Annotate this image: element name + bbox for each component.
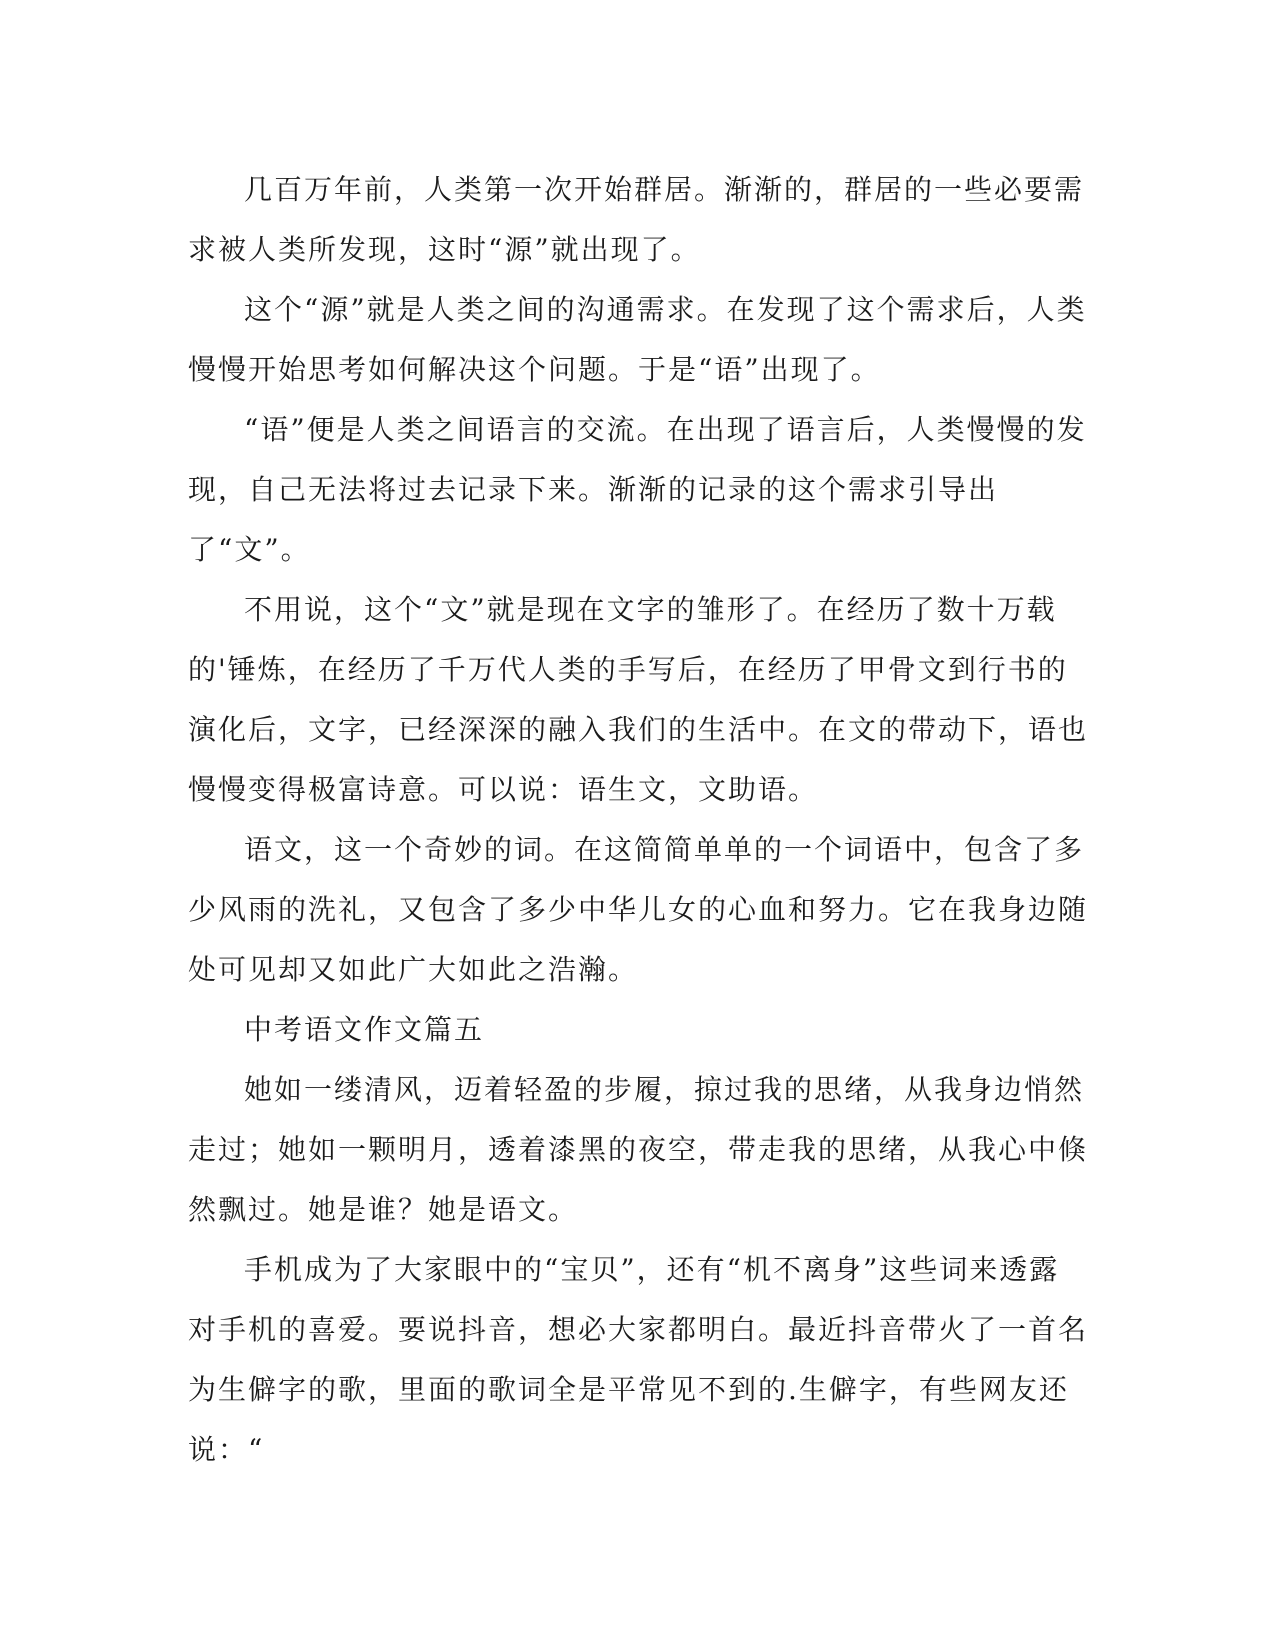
paragraph-3: “语”便是人类之间语言的交流。在出现了语言后，人类慢慢的发现，自己无法将过去记录下来。渐渐的记录的这个需求引导出了“文”。	[188, 413, 1087, 566]
paragraph-4: 不用说，这个“文”就是现在文字的雏形了。在经历了数十万载的'锤炼，在经历了千万代人类的手写后，在经历了甲骨文到行书的演化后，文字，已经深深的融入我们的生活中。在文的带动下，语也慢慢变得极富诗意。可以说：语生文，文助语。	[188, 593, 1089, 806]
paragraph-7: 手机成为了大家眼中的“宝贝”，还有“机不离身”这些词来透露对手机的喜爱。要说抖音，想必大家都明白。最近抖音带火了一首名为生僻字的歌，里面的歌词全是平常见不到的.生僻字，有些网友还说：“	[188, 1253, 1089, 1466]
document-body	[188, 160, 1088, 1480]
paragraph-2: 这个“源”就是人类之间的沟通需求。在发现了这个需求后，人类慢慢开始思考如何解决这个问题。于是“语”出现了。	[188, 293, 1087, 386]
paragraph-6: 她如一缕清风，迈着轻盈的步履，掠过我的思绪，从我身边悄然走过；她如一颗明月，透着漆黑的夜空，带走我的思绪，从我心中倏然飘过。她是谁？她是语文。	[188, 1073, 1089, 1226]
section-heading: 中考语文作文篇五	[244, 1013, 485, 1046]
paragraph-5: 语文，这一个奇妙的词。在这简简单单的一个词语中，包含了多少风雨的洗礼，又包含了多少中华儿女的心血和努力。它在我身边随处可见却又如此广大如此之浩瀚。	[188, 833, 1089, 986]
paragraph-1: 几百万年前，人类第一次开始群居。渐渐的，群居的一些必要需求被人类所发现，这时“源”就出现了。	[188, 173, 1085, 266]
